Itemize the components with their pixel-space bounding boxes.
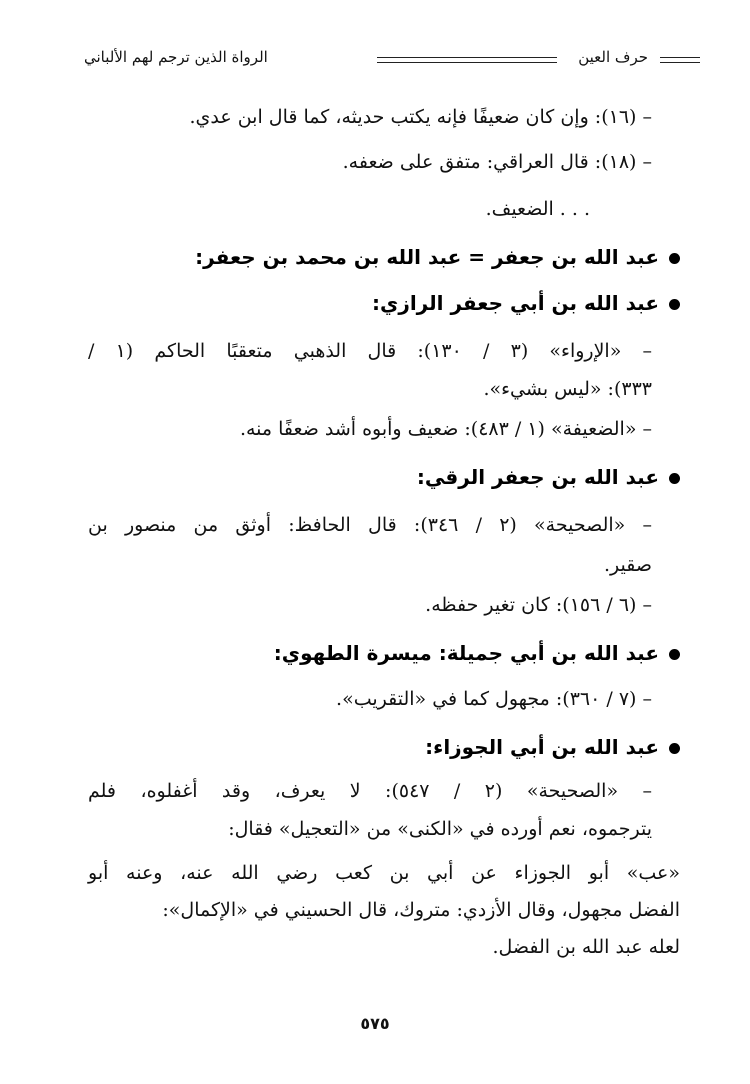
bullet-icon bbox=[669, 473, 680, 484]
entry-heading-text: عبد الله بن أبي الجوزاء: bbox=[425, 735, 659, 759]
body-line: – (٧ / ٣٦٠): مجهول كما في «التقريب». bbox=[336, 688, 652, 710]
body-line: – «الضعيفة» (١ / ٤٨٣): ضعيف وأبوه أشد ضعفًا منه. bbox=[239, 418, 652, 440]
body-line: «عب» أبو الجوزاء عن أبي بن كعب رضي الله عنه، وعنه أبو bbox=[88, 862, 680, 884]
bullet-icon bbox=[669, 299, 680, 310]
entry-heading bbox=[200, 460, 680, 494]
bullet-icon bbox=[669, 743, 680, 754]
entry-heading-text: عبد الله بن جعفر الرقي: bbox=[416, 465, 659, 489]
entry-heading bbox=[200, 636, 680, 670]
body-line: . . . الضعيف. bbox=[485, 198, 590, 220]
bullet-icon bbox=[669, 253, 680, 264]
entry-heading bbox=[200, 730, 680, 764]
body-line: ٣٣٣): «ليس بشيء». bbox=[483, 378, 652, 400]
body-line: – «الصحيحة» (٢ / ٥٤٧): لا يعرف، وقد أغفلوه، فلم bbox=[88, 780, 653, 802]
entry-heading-text: عبد الله بن جعفر = عبد الله بن محمد بن جعفر: bbox=[195, 245, 659, 269]
body-line: يترجموه، نعم أورده في «الكنى» من «التعجيل» فقال: bbox=[228, 818, 652, 840]
body-line: الفضل مجهول، وقال الأزدي: متروك، قال الحسيني في «الإكمال»: bbox=[162, 899, 680, 921]
entry-heading bbox=[195, 240, 680, 274]
header-rule-right bbox=[660, 57, 700, 63]
page-number: ٥٧٥ bbox=[360, 1014, 390, 1033]
running-header bbox=[84, 44, 700, 74]
body-line: لعله عبد الله بن الفضل. bbox=[492, 936, 680, 958]
entry-heading-text: عبد الله بن أبي جميلة: ميسرة الطهوي: bbox=[273, 641, 659, 665]
body-line: – (٦ / ١٥٦): كان تغير حفظه. bbox=[425, 594, 652, 616]
bullet-icon bbox=[669, 649, 680, 660]
chapter-title: حرف العين bbox=[578, 48, 648, 66]
body-line: – «الصحيحة» (٢ / ٣٤٦): قال الحافظ: أوثق من منصور بن bbox=[88, 514, 652, 536]
body-line: – «الإرواء» (٣ / ١٣٠): قال الذهبي متعقبًا الحاكم (١ / bbox=[88, 340, 652, 362]
entry-heading-text: عبد الله بن أبي جعفر الرازي: bbox=[371, 291, 659, 315]
body-line: – (١٦): وإن كان ضعيفًا فإنه يكتب حديثه، كما قال ابن عدي. bbox=[189, 106, 652, 128]
body-line: صقير. bbox=[603, 554, 652, 576]
header-rule-middle bbox=[377, 57, 557, 63]
book-title: الرواة الذين ترجم لهم الألباني bbox=[84, 48, 268, 66]
entry-heading bbox=[200, 286, 680, 320]
body-line: – (١٨): قال العراقي: متفق على ضعفه. bbox=[342, 151, 652, 173]
